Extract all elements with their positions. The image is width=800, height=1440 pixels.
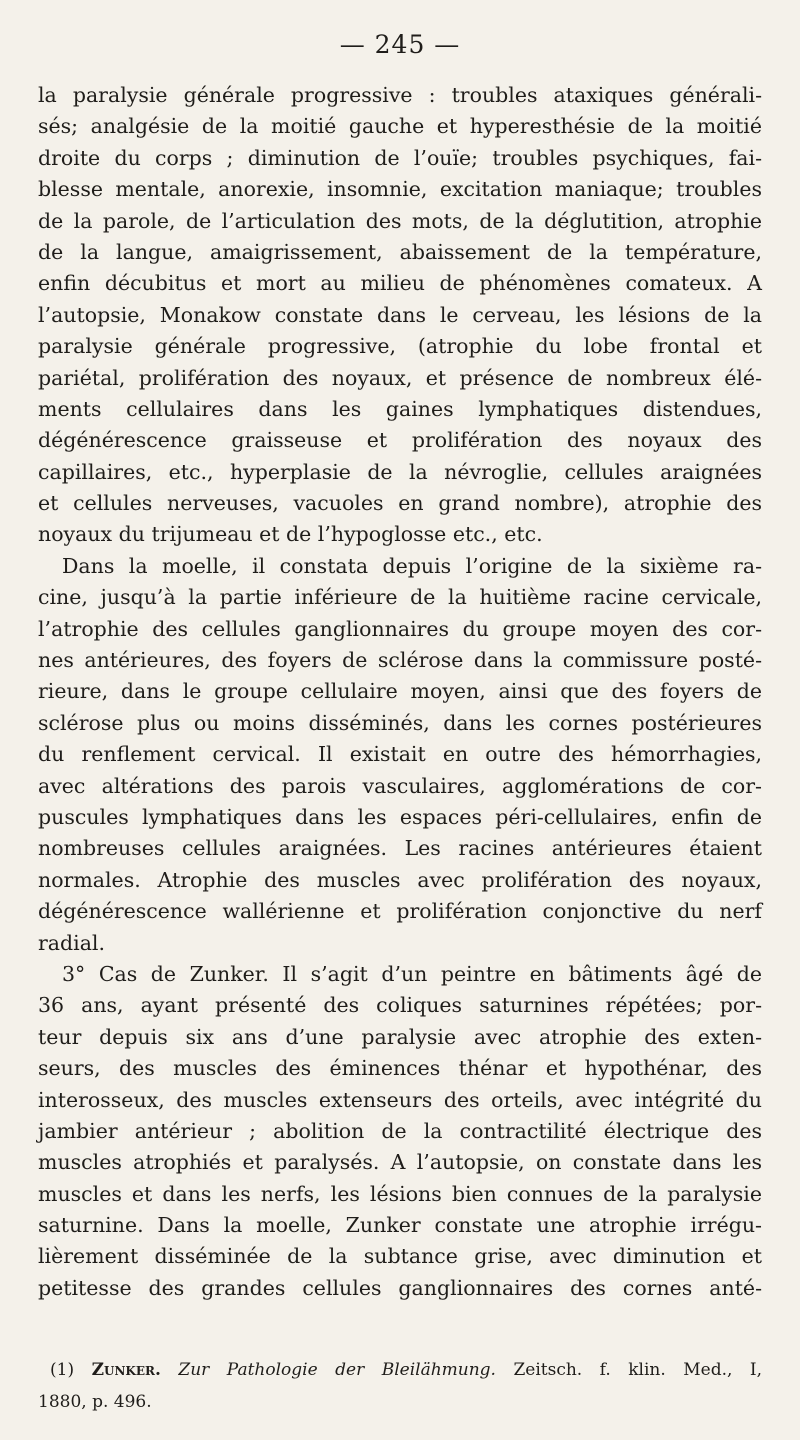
footnote-title: Zur Pathologie der Bleilähmung. [178,1360,496,1380]
text-line: du renflement cervical. Il existait en outre des hémorrhagies, [38,742,762,767]
text-line: ments cellulaires dans les gaines lymphatiques distendues, [38,396,762,421]
text-line: petitesse des grandes cellules ganglionnaires des cornes anté- [38,1275,762,1300]
footnote-citation: Zeitsch. f. klin. Med., I, [513,1360,763,1380]
text-line: 3° Cas de Zunker. Il s’agit d’un peintre en bâtiments âgé de [62,961,762,986]
text-line: muscles et dans les nerfs, les lésions bien connues de la paralysie [38,1181,762,1206]
text-line: sés; analgésie de la moitié gauche et hyperesthésie de la moitié [38,114,762,139]
footnote-line-2: 1880, p. 496. [38,1392,152,1412]
body-text [38,80,762,1304]
paragraph-3 [38,959,762,1304]
text-line: nombreuses cellules araignées. Les racines antérieures étaient [38,836,762,861]
text-line: dégénérescence wallérienne et prolifération conjonctive du nerf [38,899,762,924]
text-line: l’atrophie des cellules ganglionnaires du groupe moyen des cor- [38,616,762,641]
text-line: noyaux du trijumeau et de l’hypoglosse etc., etc. [38,522,543,547]
text-line: teur depuis six ans d’une paralysie avec atrophie des exten- [38,1024,762,1049]
text-line: rieure, dans le groupe cellulaire moyen, ainsi que des foyers de [38,679,762,704]
footnote-marker: (1) [50,1360,75,1380]
text-line: Dans la moelle, il constata depuis l’origine de la sixième ra- [62,553,762,578]
text-line: cine, jusqu’à la partie inférieure de la huitième racine cervicale, [38,585,762,610]
text-line: l’autopsie, Monakow constate dans le cerveau, les lésions de la [38,302,762,327]
paragraph-2 [38,551,762,959]
footnote [38,1354,762,1418]
page-number: — 245 — [339,30,461,59]
text-line: capillaires, etc., hyperplasie de la névroglie, cellules araignées [38,459,762,484]
text-line: 36 ans, ayant présenté des coliques saturnines répétées; por- [38,993,762,1018]
text-line: droite du corps ; diminution de l’ouïe; troubles psychiques, fai- [38,145,762,170]
text-line: paralysie générale progressive, (atrophie du lobe frontal et [38,334,762,359]
text-line: radial. [38,930,105,955]
text-line: normales. Atrophie des muscles avec prolifération des noyaux, [38,867,762,892]
footnote-line [38,1354,762,1386]
text-line: pariétal, prolifération des noyaux, et présence de nombreux élé- [38,365,762,390]
text-line: avec altérations des parois vasculaires, agglomérations de cor- [38,773,762,798]
text-line: jambier antérieur ; abolition de la contractilité électrique des [38,1118,762,1143]
text-line: sclérose plus ou moins disséminés, dans les cornes postérieures [38,710,762,735]
text-line: puscules lymphatiques dans les espaces péri-cellulaires, enfin de [38,804,762,829]
text-line: blesse mentale, anorexie, insomnie, excitation maniaque; troubles [38,177,762,202]
text-line: de la langue, amaigrissement, abaissement de la température, [38,239,762,264]
text-line: la paralysie générale progressive : troubles ataxiques générali- [38,83,762,107]
text-line: interosseux, des muscles extenseurs des orteils, avec intégrité du [38,1087,762,1112]
text-line: seurs, des muscles des éminences thénar et hypothénar, des [38,1056,762,1081]
paragraph-1 [38,80,762,551]
footnote-author: Zunker. [91,1360,161,1380]
text-line: de la parole, de l’articulation des mots, de la déglutition, atrophie [38,208,762,233]
text-line: saturnine. Dans la moelle, Zunker constate une atrophie irrégu- [38,1213,762,1238]
text-line: muscles atrophiés et paralysés. A l’autopsie, on constate dans les [38,1150,762,1175]
text-line: et cellules nerveuses, vacuoles en grand nombre), atrophie des [38,491,762,516]
text-line: enfin décubitus et mort au milieu de phénomènes comateux. A [38,271,762,296]
text-line: lièrement disséminée de la subtance grise, avec diminution et [38,1244,762,1269]
text-line: nes antérieures, des foyers de sclérose dans la commissure posté- [38,648,762,673]
text-line: dégénérescence graisseuse et prolifération des noyaux des [38,428,762,453]
